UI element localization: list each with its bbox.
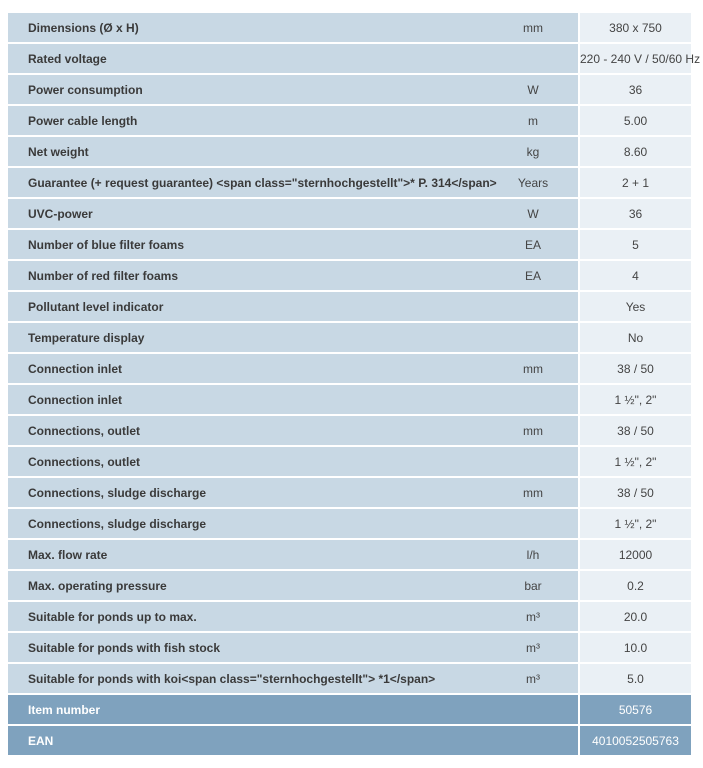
spec-row	[8, 322, 691, 353]
spec-value: 2 + 1	[579, 167, 691, 198]
spec-row	[8, 105, 691, 136]
spec-value: No	[579, 322, 691, 353]
spec-row	[8, 13, 691, 43]
spec-unit	[508, 446, 579, 477]
spec-row	[8, 632, 691, 663]
spec-label: Temperature display	[8, 322, 508, 353]
spec-row	[8, 353, 691, 384]
spec-label: Connection inlet	[8, 353, 508, 384]
spec-unit: m³	[508, 601, 579, 632]
spec-value: 5	[579, 229, 691, 260]
spec-unit: EA	[508, 229, 579, 260]
spec-label: Suitable for ponds with fish stock	[8, 632, 508, 663]
spec-value: Yes	[579, 291, 691, 322]
spec-row	[8, 43, 691, 74]
spec-label: Connections, outlet	[8, 446, 508, 477]
spec-value: 36	[579, 198, 691, 229]
spec-row	[8, 260, 691, 291]
spec-label: Suitable for ponds with koi<span class="sternhochgestellt"> *1</span>	[8, 663, 508, 694]
spec-unit	[508, 384, 579, 415]
spec-label: Power consumption	[8, 74, 508, 105]
item-number-label: Item number	[8, 694, 579, 725]
spec-unit: W	[508, 198, 579, 229]
spec-row	[8, 229, 691, 260]
spec-table-body	[8, 13, 701, 756]
spec-value: 0.2	[579, 570, 691, 601]
spec-label: Max. operating pressure	[8, 570, 508, 601]
spec-value: 20.0	[579, 601, 691, 632]
spec-row	[8, 446, 691, 477]
item-number-value: 50576	[579, 694, 691, 725]
spec-label: Connection inlet	[8, 384, 508, 415]
spec-row	[8, 663, 691, 694]
ean-value: 4010052505763	[579, 725, 691, 756]
spec-value: 1 ½", 2"	[579, 384, 691, 415]
spec-unit: l/h	[508, 539, 579, 570]
spec-unit: m	[508, 105, 579, 136]
spec-unit: W	[508, 74, 579, 105]
item-number-row	[8, 694, 691, 725]
spec-row	[8, 415, 691, 446]
ean-row	[8, 725, 691, 756]
spec-label: Connections, sludge discharge	[8, 477, 508, 508]
spec-row	[8, 570, 691, 601]
spec-label: Connections, sludge discharge	[8, 508, 508, 539]
spec-row	[8, 477, 691, 508]
spec-value: 5.00	[579, 105, 691, 136]
spec-label: Suitable for ponds up to max.	[8, 601, 508, 632]
spec-unit: m³	[508, 632, 579, 663]
spec-row	[8, 74, 691, 105]
spec-unit: m³	[508, 663, 579, 694]
spec-label: Number of blue filter foams	[8, 229, 508, 260]
spec-value: 8.60	[579, 136, 691, 167]
spec-label: Guarantee (+ request guarantee) <span class="sternhochgestellt">* P. 314</span>	[8, 167, 508, 198]
spec-value: 38 / 50	[579, 353, 691, 384]
spec-label: Rated voltage	[8, 43, 508, 74]
spec-unit	[508, 43, 579, 74]
spec-label: Max. flow rate	[8, 539, 508, 570]
spec-unit: mm	[508, 13, 579, 43]
spec-unit	[508, 291, 579, 322]
spec-value: 1 ½", 2"	[579, 446, 691, 477]
spec-value: 12000	[579, 539, 691, 570]
spec-value: 1 ½", 2"	[579, 508, 691, 539]
spec-unit: mm	[508, 353, 579, 384]
spec-unit	[508, 508, 579, 539]
spec-unit: bar	[508, 570, 579, 601]
spec-value: 380 x 750	[579, 13, 691, 43]
spec-value: 220 - 240 V / 50/60 Hz	[579, 43, 691, 74]
spec-row	[8, 167, 691, 198]
spec-row	[8, 291, 691, 322]
spec-row	[8, 198, 691, 229]
spec-value: 5.0	[579, 663, 691, 694]
spec-unit: mm	[508, 415, 579, 446]
spec-value: 10.0	[579, 632, 691, 663]
spec-row	[8, 539, 691, 570]
spec-row	[8, 508, 691, 539]
spec-value: 38 / 50	[579, 477, 691, 508]
spec-value: 36	[579, 74, 691, 105]
spec-row	[8, 384, 691, 415]
spec-table	[8, 13, 701, 757]
spec-label: Dimensions (Ø x H)	[8, 13, 508, 43]
spec-unit: mm	[508, 477, 579, 508]
spec-label: Power cable length	[8, 105, 508, 136]
spec-row	[8, 601, 691, 632]
spec-row	[8, 136, 691, 167]
spec-label: Connections, outlet	[8, 415, 508, 446]
spec-unit: EA	[508, 260, 579, 291]
ean-label: EAN	[8, 725, 579, 756]
spec-unit: Years	[508, 167, 579, 198]
spec-unit	[508, 322, 579, 353]
spec-label: Number of red filter foams	[8, 260, 508, 291]
spec-label: UVC-power	[8, 198, 508, 229]
spec-value: 38 / 50	[579, 415, 691, 446]
spec-label: Pollutant level indicator	[8, 291, 508, 322]
spec-label: Net weight	[8, 136, 508, 167]
spec-value: 4	[579, 260, 691, 291]
spec-unit: kg	[508, 136, 579, 167]
